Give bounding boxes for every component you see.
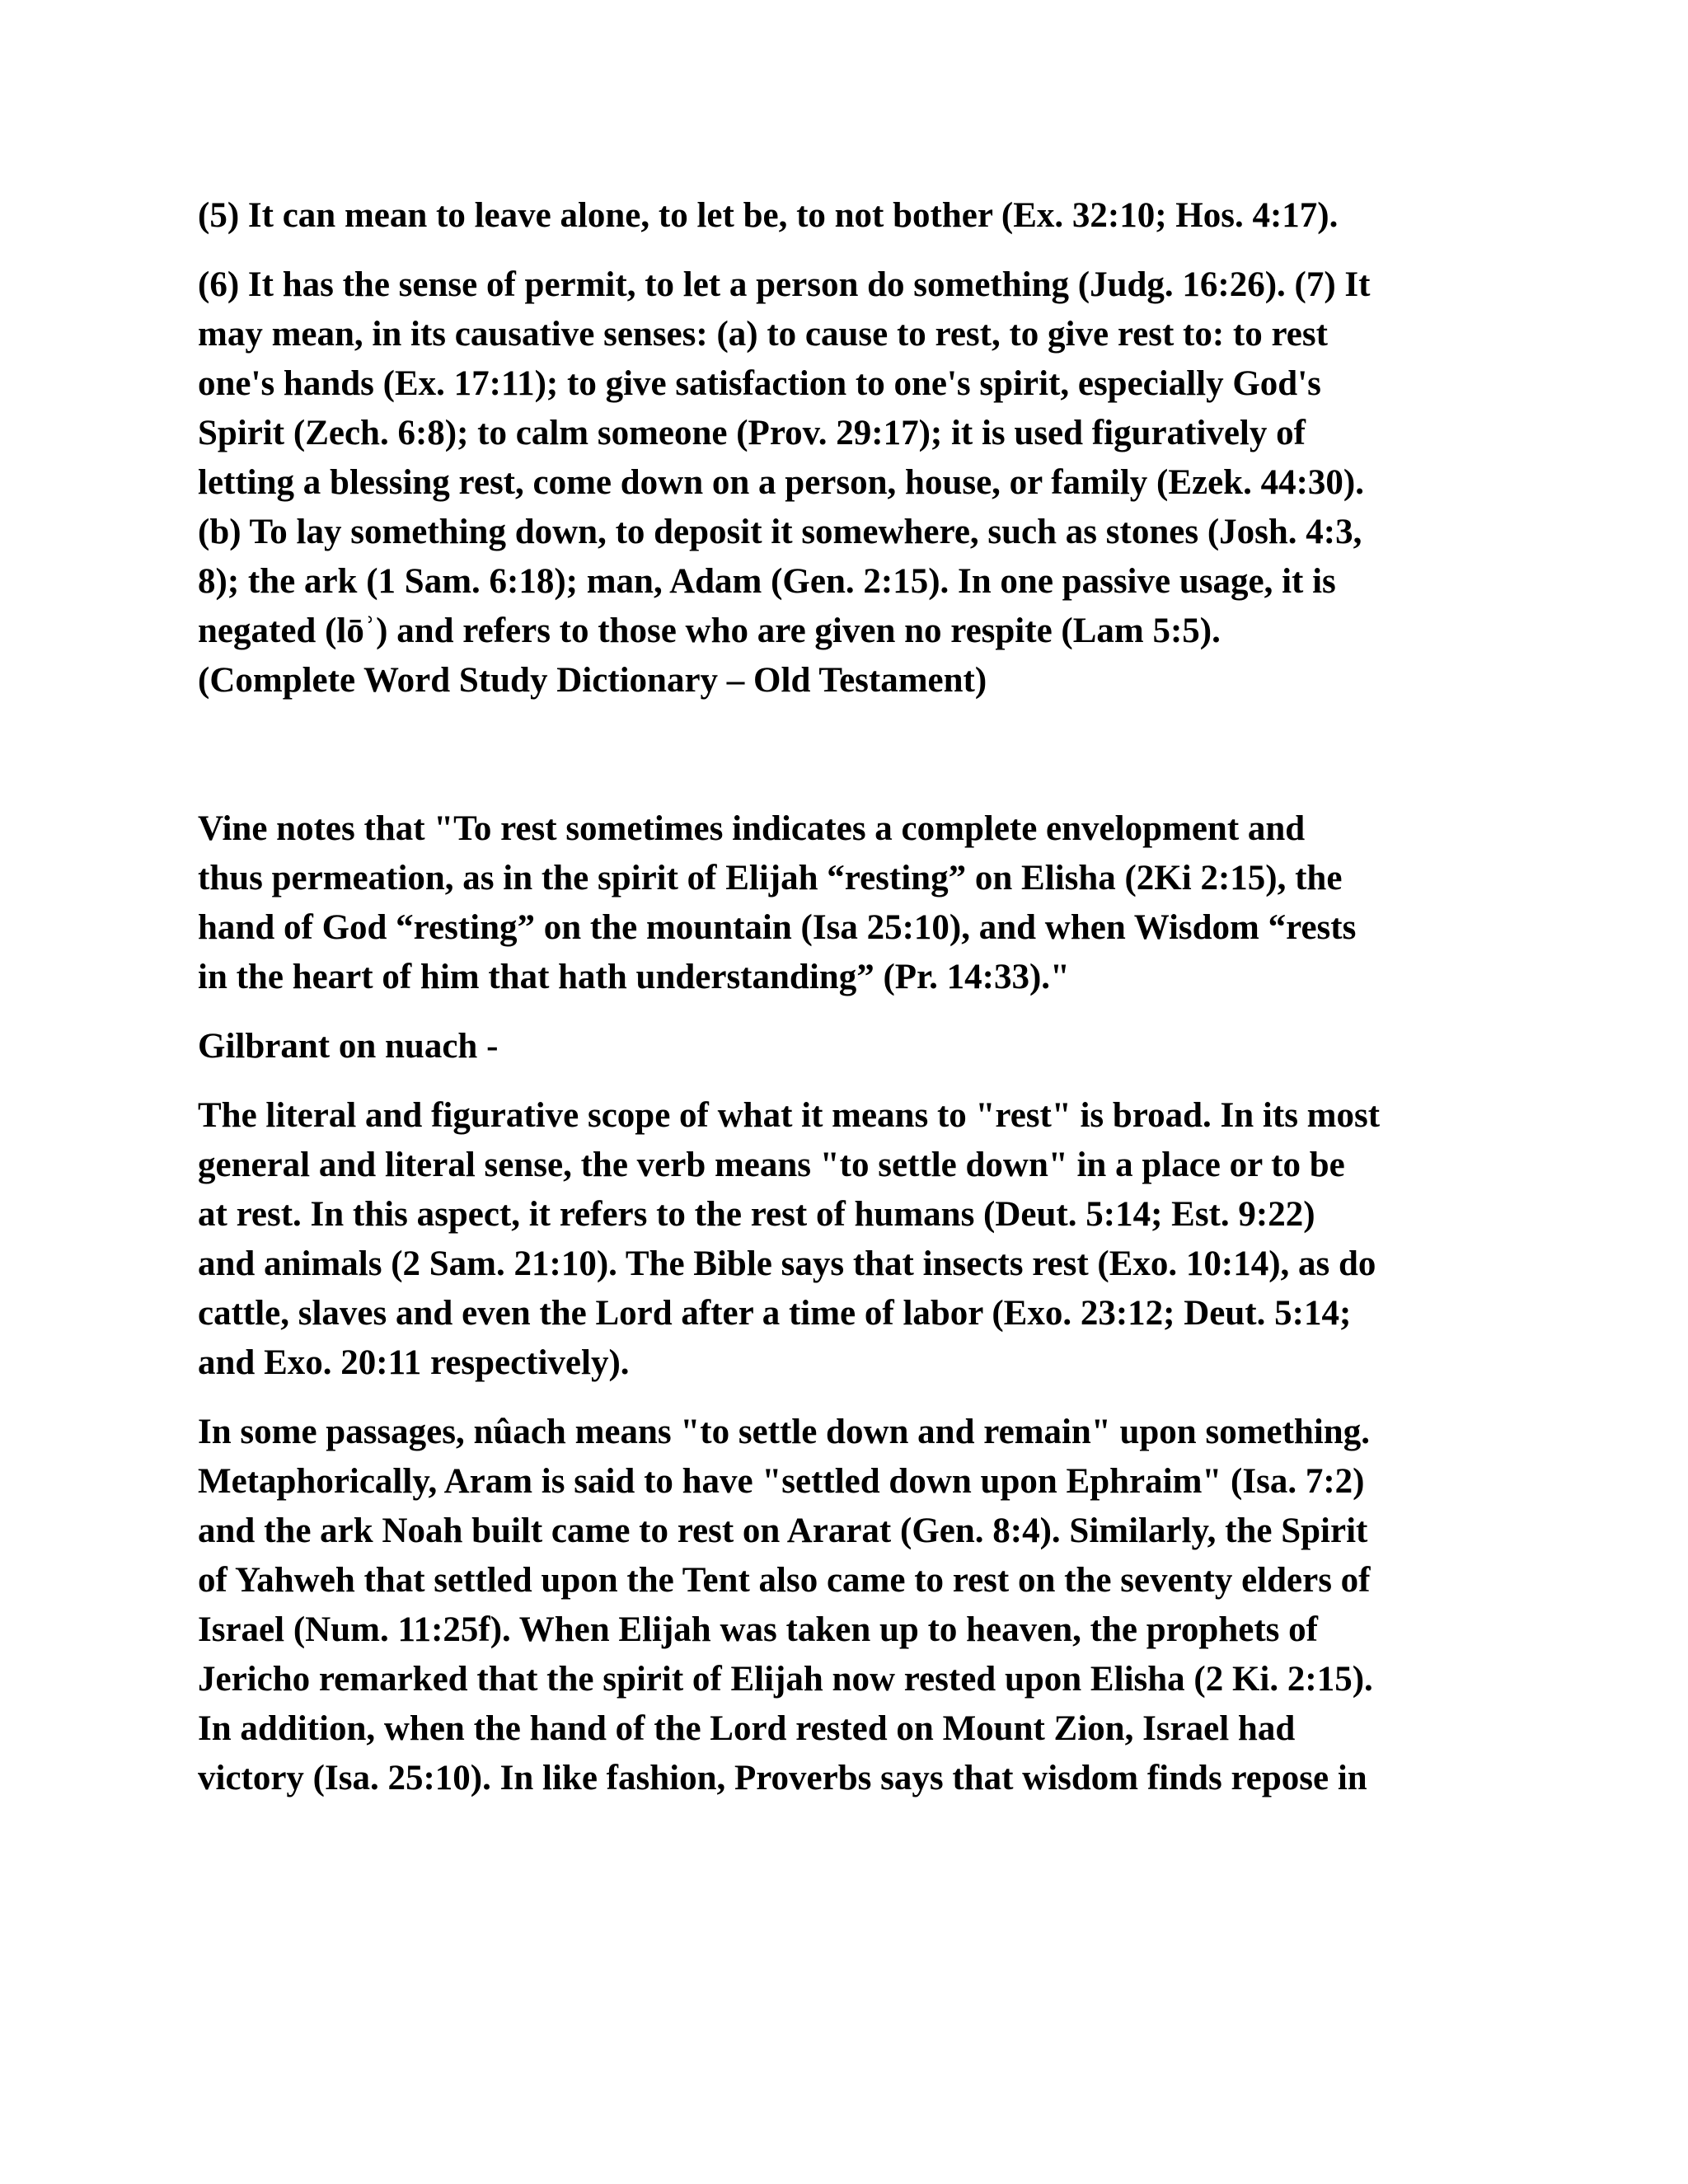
text-line: cattle, slaves and even the Lord after a time of labor (Exo. 23:12; Deut. 5:14;: [198, 1294, 1352, 1333]
text-line: Jericho remarked that the spirit of Elijah now rested upon Elisha (2 Ki. 2:15).: [198, 1660, 1373, 1699]
text-line: general and literal sense, the verb means "to settle down" in a place or to be: [198, 1146, 1345, 1184]
text-line: Metaphorically, Aram is said to have "settled down upon Ephraim" (Isa. 7:2): [198, 1462, 1365, 1501]
text-line: and Exo. 20:11 respectively).: [198, 1343, 630, 1382]
paragraph-gilbrant-heading: [198, 1022, 1484, 1071]
text-line: one's hands (Ex. 17:11); to give satisfaction to one's spirit, especially God's: [198, 364, 1321, 403]
text-line: Vine notes that "To rest sometimes indicates a complete envelopment and: [198, 809, 1306, 848]
text-line: in the heart of him that hath understanding” (Pr. 14:33).": [198, 958, 1070, 996]
text-line: letting a blessing rest, come down on a person, house, or family (Ezek. 44:30).: [198, 463, 1364, 502]
text-line: and the ark Noah built came to rest on Ararat (Gen. 8:4). Similarly, the Spirit: [198, 1511, 1368, 1550]
text-line: Spirit (Zech. 6:8); to calm someone (Prov. 29:17); it is used figuratively of: [198, 414, 1306, 452]
text-line: In addition, when the hand of the Lord rested on Mount Zion, Israel had: [198, 1709, 1296, 1748]
text-line: In some passages, nûach means "to settle down and remain" upon something.: [198, 1413, 1370, 1451]
paragraph-literal-scope: [198, 1091, 1484, 1388]
paragraph-meaning-6-7: [198, 260, 1484, 705]
text-line: may mean, in its causative senses: (a) to cause to rest, to give rest to: to rest: [198, 315, 1328, 354]
paragraph-settle-remain: [198, 1408, 1484, 1803]
citation-line: (Complete Word Study Dictionary – Old Testament): [198, 661, 987, 700]
text-line: of Yahweh that settled upon the Tent also came to rest on the seventy elders of: [198, 1561, 1371, 1600]
text-line: negated (lōʾ) and refers to those who are given no respite (Lam 5:5).: [198, 612, 1221, 650]
text-line: (b) To lay something down, to deposit it somewhere, such as stones (Josh. 4:3,: [198, 513, 1362, 551]
paragraph-meaning-5: [198, 191, 1484, 241]
document-page: [198, 191, 1484, 1823]
text-line: Israel (Num. 11:25f). When Elijah was taken up to heaven, the prophets of: [198, 1610, 1318, 1649]
text-line: victory (Isa. 25:10). In like fashion, Proverbs says that wisdom finds repose in: [198, 1759, 1367, 1797]
text-line: (6) It has the sense of permit, to let a person do something (Judg. 16:26). (7) It: [198, 265, 1371, 304]
text-line: 8); the ark (1 Sam. 6:18); man, Adam (Gen. 2:15). In one passive usage, it is: [198, 562, 1336, 601]
text-line: hand of God “resting” on the mountain (Isa 25:10), and when Wisdom “rests: [198, 908, 1357, 947]
paragraph-vine-notes: [198, 804, 1484, 1002]
text-line: (5) It can mean to leave alone, to let be, to not bother (Ex. 32:10; Hos. 4:17).: [198, 196, 1339, 235]
text-line: thus permeation, as in the spirit of Elijah “resting” on Elisha (2Ki 2:15), the: [198, 859, 1343, 898]
text-line: and animals (2 Sam. 21:10). The Bible says that insects rest (Exo. 10:14), as do: [198, 1244, 1376, 1283]
section-heading: Gilbrant on nuach -: [198, 1027, 499, 1066]
text-line: at rest. In this aspect, it refers to the rest of humans (Deut. 5:14; Est. 9:22): [198, 1195, 1315, 1234]
text-line: The literal and figurative scope of what it means to "rest" is broad. In its most: [198, 1096, 1381, 1135]
